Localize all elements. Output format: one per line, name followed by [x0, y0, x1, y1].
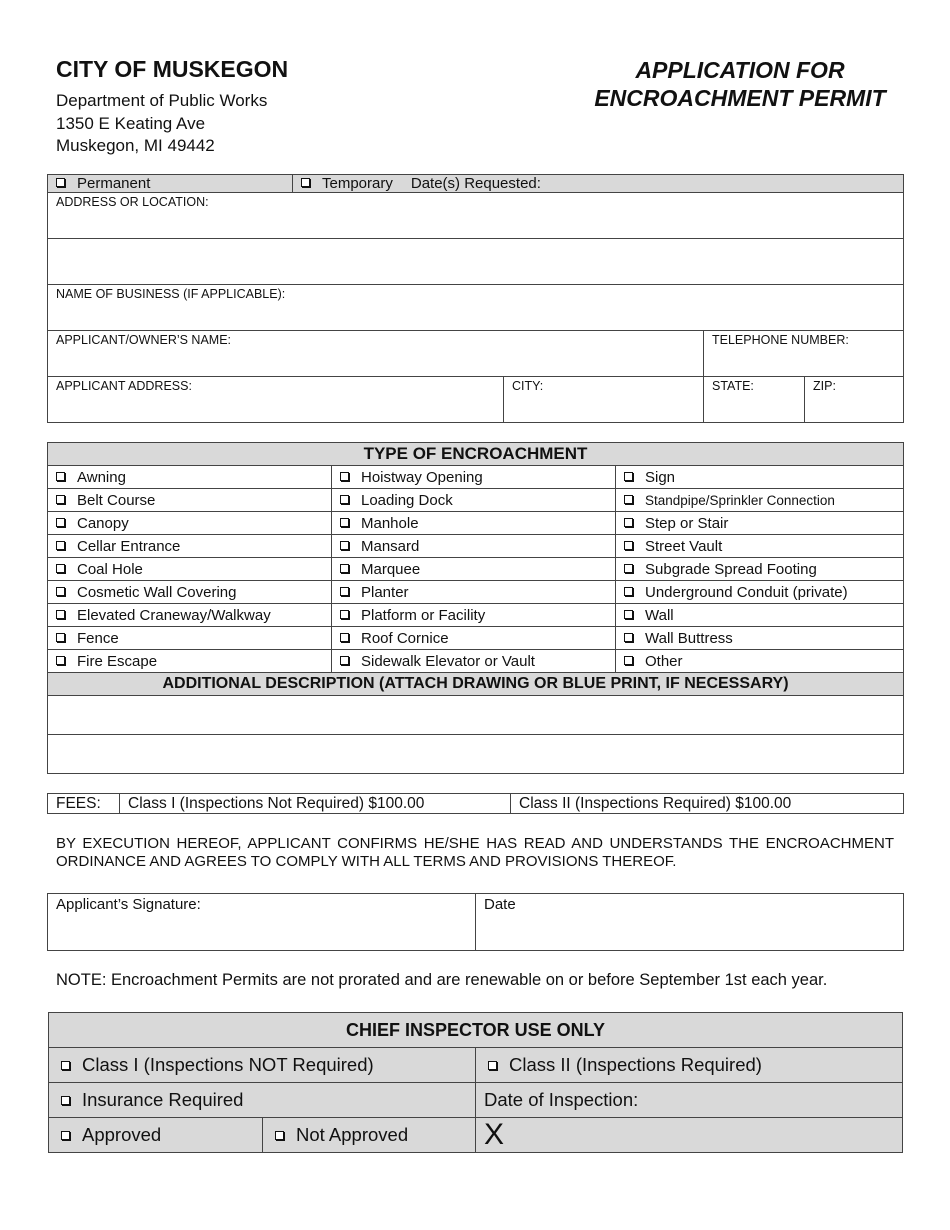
encroachment-type-table: [47, 442, 904, 774]
encroachment-row: [48, 650, 904, 673]
telephone-field[interactable]: [704, 331, 904, 377]
encroachment-checkbox[interactable]: [624, 472, 633, 481]
encroachment-checkbox[interactable]: [624, 518, 633, 527]
signature-label: Applicant’s Signature:: [56, 896, 201, 913]
city-label: CITY:: [512, 379, 544, 393]
encroachment-checkbox[interactable]: [340, 518, 349, 527]
encroachment-option-label: Other: [645, 652, 683, 670]
telephone-label: TELEPHONE NUMBER:: [712, 333, 849, 347]
owner-name-label: APPLICANT/OWNER’S NAME:: [56, 333, 232, 347]
encroachment-type-heading: TYPE OF ENCROACHMENT: [48, 443, 904, 466]
encroachment-option[interactable]: [332, 581, 616, 604]
zip-field[interactable]: [805, 377, 904, 423]
encroachment-option-label: Step or Stair: [645, 514, 729, 532]
encroachment-option[interactable]: [48, 558, 332, 581]
encroachment-row: [48, 558, 904, 581]
encroachment-option[interactable]: [616, 627, 904, 650]
encroachment-row: [48, 535, 904, 558]
encroachment-option[interactable]: [332, 604, 616, 627]
permanent-checkbox[interactable]: [56, 178, 65, 187]
encroachment-option-label: Coal Hole: [77, 560, 143, 578]
encroachment-option[interactable]: [616, 581, 904, 604]
encroachment-checkbox[interactable]: [624, 541, 633, 550]
inspection-date-field[interactable]: [476, 1083, 903, 1118]
chief-inspector-table: [48, 1012, 903, 1153]
business-name-label: NAME OF BUSINESS (IF APPLICABLE):: [56, 287, 286, 301]
encroachment-option[interactable]: [48, 512, 332, 535]
temporary-checkbox[interactable]: [301, 178, 310, 187]
inspector-class2-checkbox[interactable]: [488, 1061, 497, 1070]
encroachment-option[interactable]: [332, 489, 616, 512]
encroachment-option-label: Cellar Entrance: [77, 537, 181, 555]
form-title: [560, 56, 920, 112]
encroachment-checkbox[interactable]: [624, 564, 633, 573]
not-approved-option[interactable]: [263, 1118, 476, 1153]
encroachment-option-label: Underground Conduit (private): [645, 583, 848, 601]
encroachment-option[interactable]: [48, 581, 332, 604]
address-location-field-2[interactable]: [48, 239, 904, 285]
city-field[interactable]: [504, 377, 704, 423]
encroachment-option[interactable]: [616, 535, 904, 558]
inspector-signature-field[interactable]: [476, 1118, 903, 1153]
business-name-field[interactable]: [48, 285, 904, 331]
encroachment-option-label: Wall: [645, 606, 674, 624]
encroachment-option[interactable]: [332, 558, 616, 581]
signature-date-field[interactable]: [476, 894, 904, 951]
encroachment-checkbox[interactable]: [340, 633, 349, 642]
encroachment-checkbox[interactable]: [624, 656, 633, 665]
insurance-option[interactable]: [49, 1083, 476, 1118]
encroachment-checkbox[interactable]: [624, 587, 633, 596]
encroachment-checkbox[interactable]: [56, 518, 65, 527]
encroachment-options: [48, 466, 904, 673]
encroachment-option[interactable]: [332, 466, 616, 489]
street-address: 1350 E Keating Ave: [56, 113, 206, 133]
owner-name-field[interactable]: [48, 331, 704, 377]
encroachment-option-label: Hoistway Opening: [361, 468, 483, 486]
encroachment-option-label: Standpipe/Sprinkler Connection: [645, 492, 835, 508]
not-approved-label: Not Approved: [296, 1124, 409, 1145]
insurance-label: Insurance Required: [82, 1089, 244, 1110]
state-field[interactable]: [704, 377, 805, 423]
encroachment-checkbox[interactable]: [340, 564, 349, 573]
fees-label: FEES:: [48, 794, 120, 814]
encroachment-option[interactable]: [332, 650, 616, 673]
approved-label: Approved: [82, 1124, 162, 1145]
encroachment-option-label: Belt Course: [77, 491, 156, 509]
encroachment-option-label: Awning: [77, 468, 126, 486]
encroachment-checkbox[interactable]: [340, 656, 349, 665]
form-title-line2: ENCROACHMENT PERMIT: [594, 85, 886, 111]
not-approved-checkbox[interactable]: [275, 1131, 284, 1140]
form-title-line1: APPLICATION FOR: [635, 57, 845, 83]
signature-table: [47, 893, 904, 951]
encroachment-option[interactable]: [48, 650, 332, 673]
encroachment-row: [48, 604, 904, 627]
encroachment-row: [48, 466, 904, 489]
zip-label: ZIP:: [813, 379, 836, 393]
permanent-option[interactable]: [48, 175, 293, 193]
encroachment-checkbox[interactable]: [56, 564, 65, 573]
encroachment-option[interactable]: [48, 627, 332, 650]
inspector-class2-label: Class II (Inspections Required): [509, 1054, 762, 1075]
encroachment-option[interactable]: [332, 627, 616, 650]
encroachment-option[interactable]: [332, 512, 616, 535]
encroachment-option[interactable]: [48, 489, 332, 512]
encroachment-option[interactable]: [48, 604, 332, 627]
encroachment-checkbox[interactable]: [56, 587, 65, 596]
encroachment-checkbox[interactable]: [56, 495, 65, 504]
additional-description-line-1[interactable]: [48, 696, 904, 735]
encroachment-checkbox[interactable]: [624, 610, 633, 619]
confirmation-statement: BY EXECUTION HEREOF, APPLICANT CONFIRMS HE/SHE HAS READ AND UNDERSTANDS THE ENCROACHMENT ORDINANCE AND AGREES TO COMPLY WITH ALL TERMS AND PROVISIONS THEREOF.: [56, 835, 894, 870]
applicant-info-table: [47, 174, 904, 423]
encroachment-option-label: Planter: [361, 583, 409, 601]
encroachment-option-label: Elevated Craneway/Walkway: [77, 606, 271, 624]
state-label: STATE:: [712, 379, 754, 393]
encroachment-option[interactable]: [616, 512, 904, 535]
address-location-label: ADDRESS OR LOCATION:: [56, 195, 209, 209]
encroachment-option[interactable]: [616, 466, 904, 489]
encroachment-option-label: Loading Dock: [361, 491, 453, 509]
chief-inspector-heading: CHIEF INSPECTOR USE ONLY: [49, 1013, 903, 1048]
dates-requested-label: Date(s) Requested:: [410, 175, 541, 192]
encroachment-option[interactable]: [48, 535, 332, 558]
encroachment-checkbox[interactable]: [340, 610, 349, 619]
encroachment-option[interactable]: [48, 466, 332, 489]
encroachment-row: [48, 512, 904, 535]
encroachment-option[interactable]: [332, 535, 616, 558]
encroachment-checkbox[interactable]: [56, 610, 65, 619]
encroachment-checkbox[interactable]: [340, 472, 349, 481]
city-title: CITY OF MUSKEGON: [56, 56, 289, 82]
encroachment-option[interactable]: [616, 558, 904, 581]
department-address: [56, 90, 267, 158]
signature-field[interactable]: [48, 894, 476, 951]
encroachment-option-label: Platform or Facility: [361, 606, 486, 624]
encroachment-option-label: Roof Cornice: [361, 629, 449, 647]
encroachment-option-label: Street Vault: [645, 537, 723, 555]
encroachment-option-label: Subgrade Spread Footing: [645, 560, 817, 578]
encroachment-option-label: Sidewalk Elevator or Vault: [361, 652, 535, 670]
inspector-class1-checkbox[interactable]: [61, 1061, 70, 1070]
encroachment-checkbox[interactable]: [56, 633, 65, 642]
encroachment-option[interactable]: [616, 604, 904, 627]
approved-checkbox[interactable]: [61, 1131, 70, 1140]
encroachment-option[interactable]: [616, 650, 904, 673]
encroachment-checkbox[interactable]: [340, 495, 349, 504]
encroachment-checkbox[interactable]: [624, 633, 633, 642]
encroachment-row: [48, 627, 904, 650]
encroachment-checkbox[interactable]: [624, 495, 633, 504]
additional-description-line-2[interactable]: [48, 735, 904, 774]
temporary-option[interactable]: [293, 175, 904, 193]
inspection-date-label: Date of Inspection:: [484, 1089, 639, 1110]
insurance-checkbox[interactable]: [61, 1096, 70, 1105]
encroachment-option-label: Sign: [645, 468, 676, 486]
encroachment-checkbox[interactable]: [56, 656, 65, 665]
approved-option[interactable]: [49, 1118, 263, 1153]
encroachment-option-label: Fire Escape: [77, 652, 158, 670]
signature-date-label: Date: [484, 896, 516, 913]
encroachment-option-label: Wall Buttress: [645, 629, 733, 647]
fee-class1: Class I (Inspections Not Required) $100.00: [120, 794, 511, 814]
permanent-label: Permanent: [77, 175, 151, 192]
encroachment-option-label: Fence: [77, 629, 119, 647]
fee-class2: Class II (Inspections Required) $100.00: [511, 794, 904, 814]
encroachment-row: [48, 489, 904, 512]
address-location-field[interactable]: [48, 193, 904, 239]
encroachment-checkbox[interactable]: [56, 541, 65, 550]
encroachment-option-label: Mansard: [361, 537, 420, 555]
applicant-address-label: APPLICANT ADDRESS:: [56, 379, 192, 393]
encroachment-option[interactable]: [616, 489, 904, 512]
temporary-label: Temporary: [322, 175, 393, 192]
fees-table: [47, 793, 904, 814]
additional-description-heading: ADDITIONAL DESCRIPTION (ATTACH DRAWING OR BLUE PRINT, IF NECESSARY): [48, 673, 904, 696]
signature-x-mark: X: [484, 1118, 505, 1151]
encroachment-option-label: Marquee: [361, 560, 421, 578]
encroachment-option-label: Cosmetic Wall Covering: [77, 583, 237, 601]
inspector-class2-option[interactable]: [476, 1048, 903, 1083]
inspector-class1-label: Class I (Inspections NOT Required): [82, 1054, 374, 1075]
encroachment-checkbox[interactable]: [340, 541, 349, 550]
applicant-address-field[interactable]: [48, 377, 504, 423]
department-name: Department of Public Works: [56, 91, 268, 110]
encroachment-checkbox[interactable]: [56, 472, 65, 481]
encroachment-option-label: Canopy: [77, 514, 129, 532]
renewal-note: NOTE: Encroachment Permits are not prorated and are renewable on or before September 1st each year.: [56, 971, 828, 989]
inspector-class1-option[interactable]: [49, 1048, 476, 1083]
encroachment-checkbox[interactable]: [340, 587, 349, 596]
encroachment-option-label: Manhole: [361, 514, 419, 532]
city-state-zip: Muskegon, MI 49442: [56, 136, 215, 155]
encroachment-row: [48, 581, 904, 604]
